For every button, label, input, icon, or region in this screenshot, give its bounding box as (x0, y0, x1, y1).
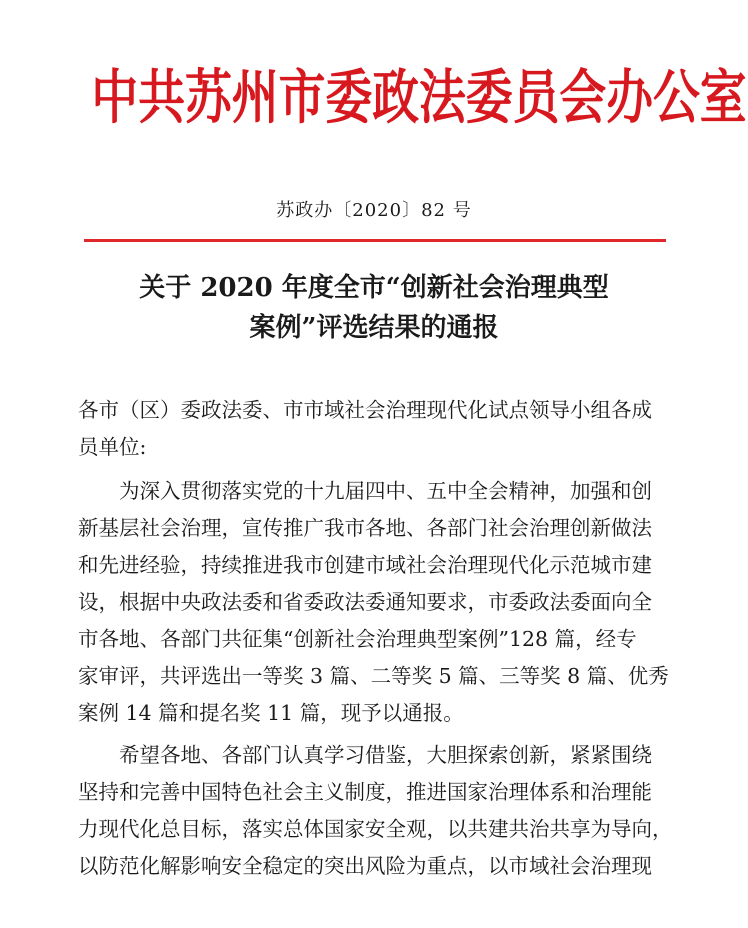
document-number: 苏政办〔2020〕82 号 (276, 200, 472, 221)
addressee-line-2: 员单位: (78, 435, 147, 459)
paragraph-2-line-3: 力现代化总目标，落实总体国家安全观，以共建共治共享为导向， (78, 817, 673, 841)
letterhead-title: 中共苏州市委政法委员会办公室 (91, 63, 747, 133)
paragraph-1-line-4: 设，根据中央政法委和省委政法委通知要求，市委政法委面向全 (78, 590, 652, 614)
document-heading-line-1: 关于 2020 年度全市“创新社会治理典型 (139, 273, 609, 303)
paragraph-1-line-5: 市各地、各部门共征集“创新社会治理典型案例”128 篇，经专 (78, 627, 637, 651)
paragraph-1-line-2: 新基层社会治理，宣传推广我市各地、各部门社会治理创新做法 (78, 516, 652, 540)
paragraph-2-line-4: 以防范化解影响安全稳定的突出风险为重点，以市域社会治理现 (78, 854, 652, 878)
letterhead-red-rule (84, 239, 666, 242)
paragraph-1-line-6: 家审评，共评选出一等奖 3 篇、二等奖 5 篇、三等奖 8 篇、优秀 (78, 664, 669, 688)
paragraph-2-line-1: 希望各地、各部门认真学习借鉴，大胆探索创新，紧紧围绕 (119, 743, 652, 767)
addressee-line-1: 各市（区）委政法委、市市域社会治理现代化试点领导小组各成 (78, 398, 652, 422)
paragraph-1-line-3: 和先进经验，持续推进我市创建市域社会治理现代化示范城市建 (78, 553, 652, 577)
document-heading-line-2: 案例”评选结果的通报 (249, 313, 499, 343)
paragraph-1-line-7: 案例 14 篇和提名奖 11 篇，现予以通报。 (78, 701, 464, 725)
paragraph-2-line-2: 坚持和完善中国特色社会主义制度，推进国家治理体系和治理能 (78, 780, 652, 804)
paragraph-1-line-1: 为深入贯彻落实党的十九届四中、五中全会精神，加强和创 (119, 479, 652, 503)
